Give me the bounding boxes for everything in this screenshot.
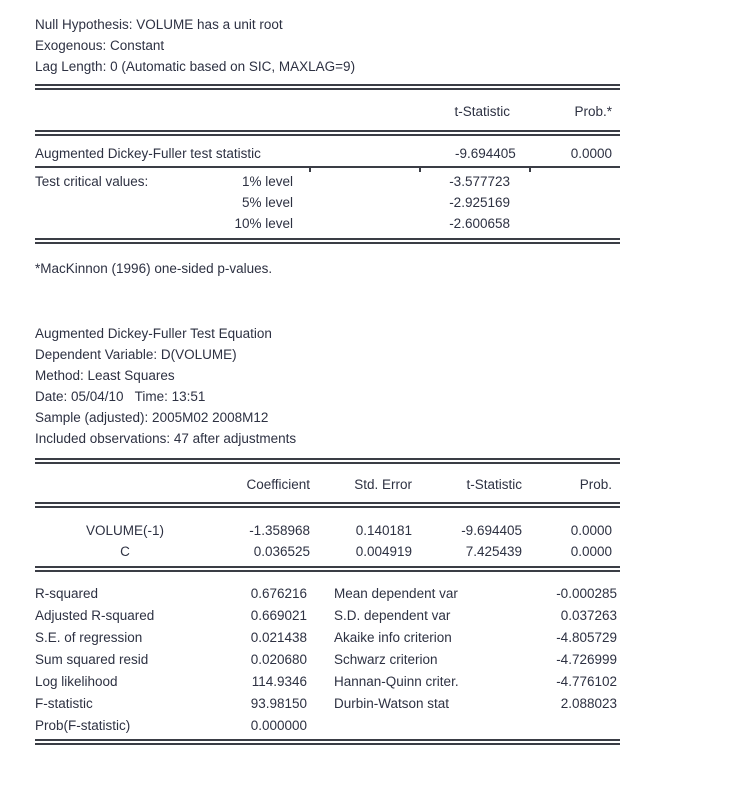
stat-label: Durbin-Watson stat — [334, 696, 450, 711]
coefficient-row — [35, 520, 620, 541]
stats-row — [35, 605, 620, 627]
adf-test-output — [0, 14, 620, 745]
stat-value: 114.9346 — [251, 674, 307, 689]
observations-line: Included observations: 47 after adjustments — [35, 431, 297, 446]
critical-value: -2.600658 — [449, 216, 510, 231]
t-statistic-value: 7.425439 — [465, 544, 522, 559]
coefficient-value: 0.036525 — [253, 544, 310, 559]
stat-value: -0.000285 — [556, 586, 617, 601]
level-label: 1% level — [241, 174, 293, 189]
stat-label: Schwarz criterion — [334, 652, 438, 667]
critical-values-block — [35, 171, 620, 234]
equation-header-block — [35, 323, 620, 449]
stat-value: 2.088023 — [560, 696, 617, 711]
stat-label: S.D. dependent var — [334, 608, 451, 623]
stats-row — [35, 649, 620, 671]
t-statistic-value: -9.694405 — [461, 523, 522, 538]
adf-statistic-label: Augmented Dickey-Fuller test statistic — [35, 146, 261, 161]
coefficient-value: -1.358968 — [249, 523, 310, 538]
summary-statistics-block — [35, 583, 620, 737]
stat-value: 0.000000 — [250, 718, 307, 733]
std-error-column-header: Std. Error — [354, 477, 412, 492]
stat-value: 0.021438 — [250, 630, 307, 645]
coefficient-column-header: Coefficient — [246, 477, 310, 492]
coefficient-rows-block — [35, 508, 620, 566]
level-label: 10% level — [234, 216, 293, 231]
column-tick — [529, 167, 531, 172]
column-tick — [419, 167, 421, 172]
sample-line: Sample (adjusted): 2005M02 2008M12 — [35, 410, 269, 425]
date-time-line: Date: 05/04/10 Time: 13:51 — [35, 389, 206, 404]
coefficient-table-header-row — [35, 464, 620, 502]
critical-value-row — [35, 171, 620, 192]
stats-row — [35, 583, 620, 605]
t-statistic-column-header: t-Statistic — [466, 477, 522, 492]
stat-label: S.E. of regression — [35, 630, 143, 645]
null-hypothesis-line: Null Hypothesis: VOLUME has a unit root — [35, 17, 283, 32]
stat-label: Sum squared resid — [35, 652, 149, 667]
stat-value: 0.676216 — [250, 586, 307, 601]
stat-label: Akaike info criterion — [334, 630, 452, 645]
prob-value: 0.0000 — [570, 523, 612, 538]
variable-name: C — [120, 544, 130, 559]
stat-label: R-squared — [35, 586, 99, 601]
adf-statistic-value: -9.694405 — [455, 146, 516, 161]
std-error-value: 0.004919 — [355, 544, 412, 559]
critical-value: -2.925169 — [449, 195, 510, 210]
critical-value-row — [35, 213, 620, 234]
adf-statistic-prob: 0.0000 — [570, 146, 612, 161]
test-table-header-row — [35, 90, 620, 130]
prob-value: 0.0000 — [570, 544, 612, 559]
equation-title: Augmented Dickey-Fuller Test Equation — [35, 326, 272, 341]
prob-column-header: Prob.* — [574, 104, 612, 119]
stat-value: 0.669021 — [250, 608, 307, 623]
dependent-variable-line: Dependent Variable: D(VOLUME) — [35, 347, 237, 362]
stat-label: F-statistic — [35, 696, 93, 711]
coefficient-row — [35, 541, 620, 562]
level-label: 5% level — [241, 195, 293, 210]
prob-column-header: Prob. — [579, 477, 612, 492]
std-error-value: 0.140181 — [355, 523, 412, 538]
t-statistic-column-header: t-Statistic — [454, 104, 510, 119]
stat-label: Hannan-Quinn criter. — [334, 674, 459, 689]
double-rule — [35, 238, 620, 244]
adf-statistic-row — [35, 136, 620, 168]
stat-label: Mean dependent var — [334, 586, 458, 601]
stat-label: Adjusted R-squared — [35, 608, 155, 623]
lag-length-line: Lag Length: 0 (Automatic based on SIC, MAXLAG=9) — [35, 59, 356, 74]
stat-value: 93.98150 — [250, 696, 307, 711]
double-rule — [35, 566, 620, 572]
stat-value: 0.037263 — [560, 608, 617, 623]
critical-values-label: Test critical values: — [35, 174, 149, 189]
method-line: Method: Least Squares — [35, 368, 175, 383]
variable-name: VOLUME(-1) — [85, 523, 164, 538]
stat-value: -4.805729 — [556, 630, 617, 645]
stats-row — [35, 715, 620, 737]
exogenous-line: Exogenous: Constant — [35, 38, 165, 53]
stat-label: Prob(F-statistic) — [35, 718, 131, 733]
stats-row — [35, 671, 620, 693]
stat-label — [334, 715, 514, 737]
mackinnon-footnote: *MacKinnon (1996) one-sided p-values. — [35, 261, 273, 276]
stat-value: 0.020680 — [250, 652, 307, 667]
critical-value-row — [35, 192, 620, 213]
stats-row — [35, 627, 620, 649]
stat-value: -4.776102 — [556, 674, 617, 689]
stat-value — [514, 715, 617, 737]
stat-value: -4.726999 — [556, 652, 617, 667]
stat-label: Log likelihood — [35, 674, 118, 689]
test-header-block — [35, 14, 620, 77]
critical-value: -3.577723 — [449, 174, 510, 189]
stats-row — [35, 693, 620, 715]
double-rule — [35, 739, 620, 745]
column-tick — [309, 167, 311, 172]
